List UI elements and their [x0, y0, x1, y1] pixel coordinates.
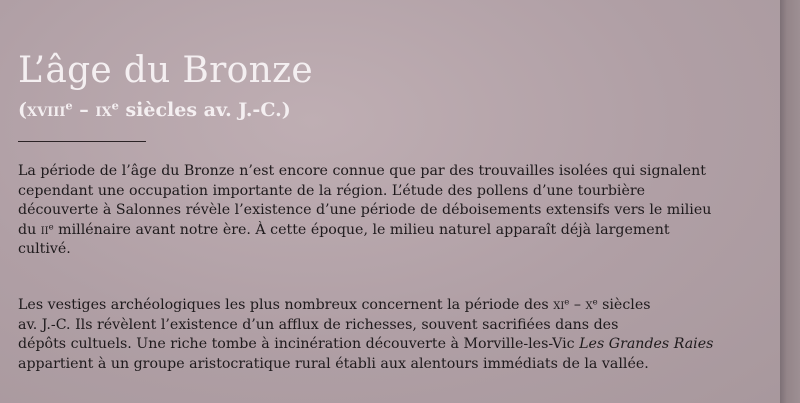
subtitle-dash: –	[72, 99, 96, 121]
line-dash: –	[569, 297, 586, 313]
panel-title: L’âge du Bronze	[18, 50, 313, 91]
line-text: Les vestiges archéologiques les plus nombreux concernent la période des	[18, 297, 554, 313]
paragraph-vestiges-line	[18, 335, 714, 355]
paragraph-intro-line	[18, 221, 708, 241]
panel-subtitle	[18, 99, 291, 121]
subtitle-sup-start: e	[65, 98, 73, 113]
roman-numeral: xi	[553, 297, 565, 313]
subtitle-sup-end: e	[111, 98, 119, 113]
paragraph-vestiges-line: av. J.-C. Ils révèlent l’existence d’un afflux de richesses, souvent sacrifiées dans des	[18, 316, 619, 333]
paragraph-vestiges-line	[18, 296, 708, 316]
subtitle-open: (	[18, 99, 27, 121]
line-text: millénaire avant notre ère. À cette époque, le milieu naturel apparaît déjà largement	[53, 221, 670, 238]
roman-numeral: x	[585, 297, 593, 313]
paragraph-intro-line: découverte à Salonnes révèle l’existence d’une période de déboisements extensifs vers le milieu	[18, 202, 712, 219]
ordinal-sup: e	[592, 297, 598, 308]
paragraph-intro	[18, 162, 712, 260]
subtitle-rest: siècles av. J.-C.)	[118, 99, 291, 121]
subtitle-century-start: xviii	[27, 99, 66, 121]
line-text: dépôts cultuels. Une riche tombe à incinération découverte à Morville-les-Vic	[18, 336, 580, 353]
subtitle-century-end: ix	[95, 99, 112, 121]
line-text: du	[18, 221, 41, 238]
panel-edge-shadow	[780, 0, 800, 403]
line-text: siècles	[597, 297, 651, 313]
ordinal-sup: e	[48, 222, 54, 233]
paragraph-intro-line: cependant une occupation importante de la région. L’étude des pollens d’une tourbière	[18, 182, 646, 199]
ordinal-sup: e	[564, 297, 570, 308]
paragraph-intro-line: cultivé.	[18, 241, 71, 258]
site-name: Les Grandes Raies	[579, 336, 714, 353]
title-divider	[18, 141, 146, 142]
paragraph-vestiges	[18, 296, 714, 374]
paragraph-vestiges-line: appartient à un groupe aristocratique rural établi aux alentours immédiats de la vallée.	[18, 355, 649, 372]
roman-numeral: ii	[40, 221, 49, 238]
paragraph-intro-line: La période de l’âge du Bronze n’est encore connue que par des trouvailles isolées qui signalent	[18, 163, 706, 179]
